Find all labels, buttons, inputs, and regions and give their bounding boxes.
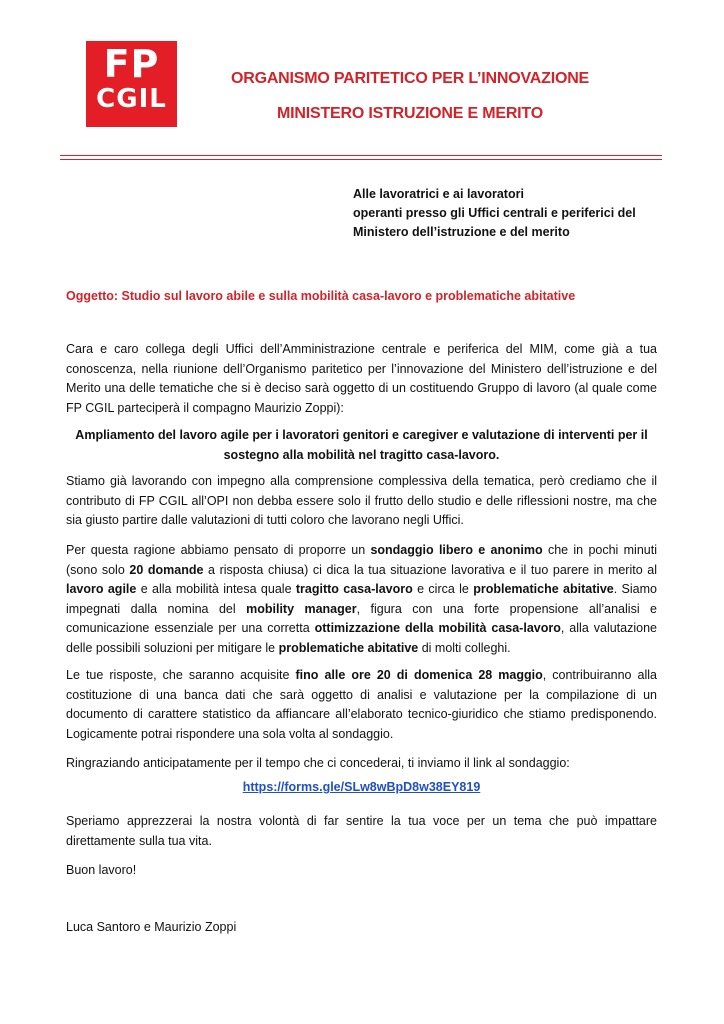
paragraph-survey: Per questa ragione abbiamo pensato di proporre un sondaggio libero e anonimo che in pochi minuti (sono solo 20 domande a risposta chiusa) ci dica la tua situazione lavorativa e il tuo parere in merito al lavoro agile e alla mobilità intesa quale tragitto casa-lavoro e circa le problematiche abitative. Siamo impegnati dalla nomina del mobility manager, figura con una forte propensione all’analisi e comunicazione essenziale per una corretta ottimizzazione della mobilità casa-lavoro, alla valutazione delle possibili soluzioni per mitigare le problematiche abitative di molti colleghi. — [66, 543, 657, 655]
header-ministero: MINISTERO ISTRUZIONE E MERITO — [277, 105, 543, 122]
signature: Luca Santoro e Maurizio Zoppi — [66, 920, 237, 934]
paragraph-deadline: Le tue risposte, che saranno acquisite fino alle ore 20 di domenica 28 maggio, contribuiranno alla costituzione di una banca dati che sarà oggetto di analisi e valutazione per la compilazione di un documento di carattere statistico da affiancare all’elaborato tecnico-giuridico che stiamo predisponendo. Logicamente potrai rispondere una sola volta al sondaggio. — [66, 668, 657, 741]
paragraph-intro: Cara e caro collega degli Uffici dell’Amministrazione centrale e periferica del MIM, come già a tua conoscenza, nella riunione dell’Organismo paritetico per l’innovazione del Ministero dell’istruzione e del Merito una delle tematiche che si è deciso sarà oggetto di un costituendo Gruppo di lavoro (al quale come FP CGIL parteciperà il compagno Maurizio Zoppi): — [66, 342, 657, 415]
greeting: Buon lavoro! — [66, 863, 137, 877]
header-divider-top — [60, 155, 662, 156]
address-line-1: Alle lavoratrici e ai lavoratori — [353, 187, 524, 201]
survey-link[interactable]: https://forms.gle/SLw8wBpD8w38EY819 — [242, 780, 481, 794]
paragraph-topic: Ampliamento del lavoro agile per i lavoratori genitori e caregiver e valutazione di interventi per il sostegno alla mobilità nel tragitto casa-lavoro. — [75, 428, 648, 462]
logo-cgil-text: CGIL — [96, 84, 167, 114]
paragraph-thanks: Ringraziando anticipatamente per il tempo che ci concederai, ti inviamo il link al sondaggio: — [66, 756, 570, 770]
header-divider-bottom — [60, 159, 662, 160]
subject-line: Oggetto: Studio sul lavoro abile e sulla mobilità casa-lavoro e problematiche abitative — [66, 289, 576, 303]
paragraph-context: Stiamo già lavorando con impegno alla comprensione complessiva della tematica, però crediamo che il contributo di FP CGIL all’OPI non debba essere solo il frutto dello studio e delle riflessioni nostre, ma che sia giusto partire dalle valutazioni di tutti coloro che lavorano negli Uffici. — [66, 474, 657, 527]
address-line-2: operanti presso gli Uffici centrali e periferici del — [353, 206, 636, 220]
paragraph-closing: Speriamo apprezzerai la nostra volontà di far sentire la tua voce per un tema che può impattare direttamente sulla tua vita. — [66, 814, 657, 848]
header-organismo: ORGANISMO PARITETICO PER L’INNOVAZIONE — [230, 70, 590, 87]
logo-fp-text: FP — [103, 42, 160, 86]
fp-cgil-logo — [86, 41, 177, 127]
address-line-3: Ministero dell’istruzione e del merito — [353, 225, 570, 239]
